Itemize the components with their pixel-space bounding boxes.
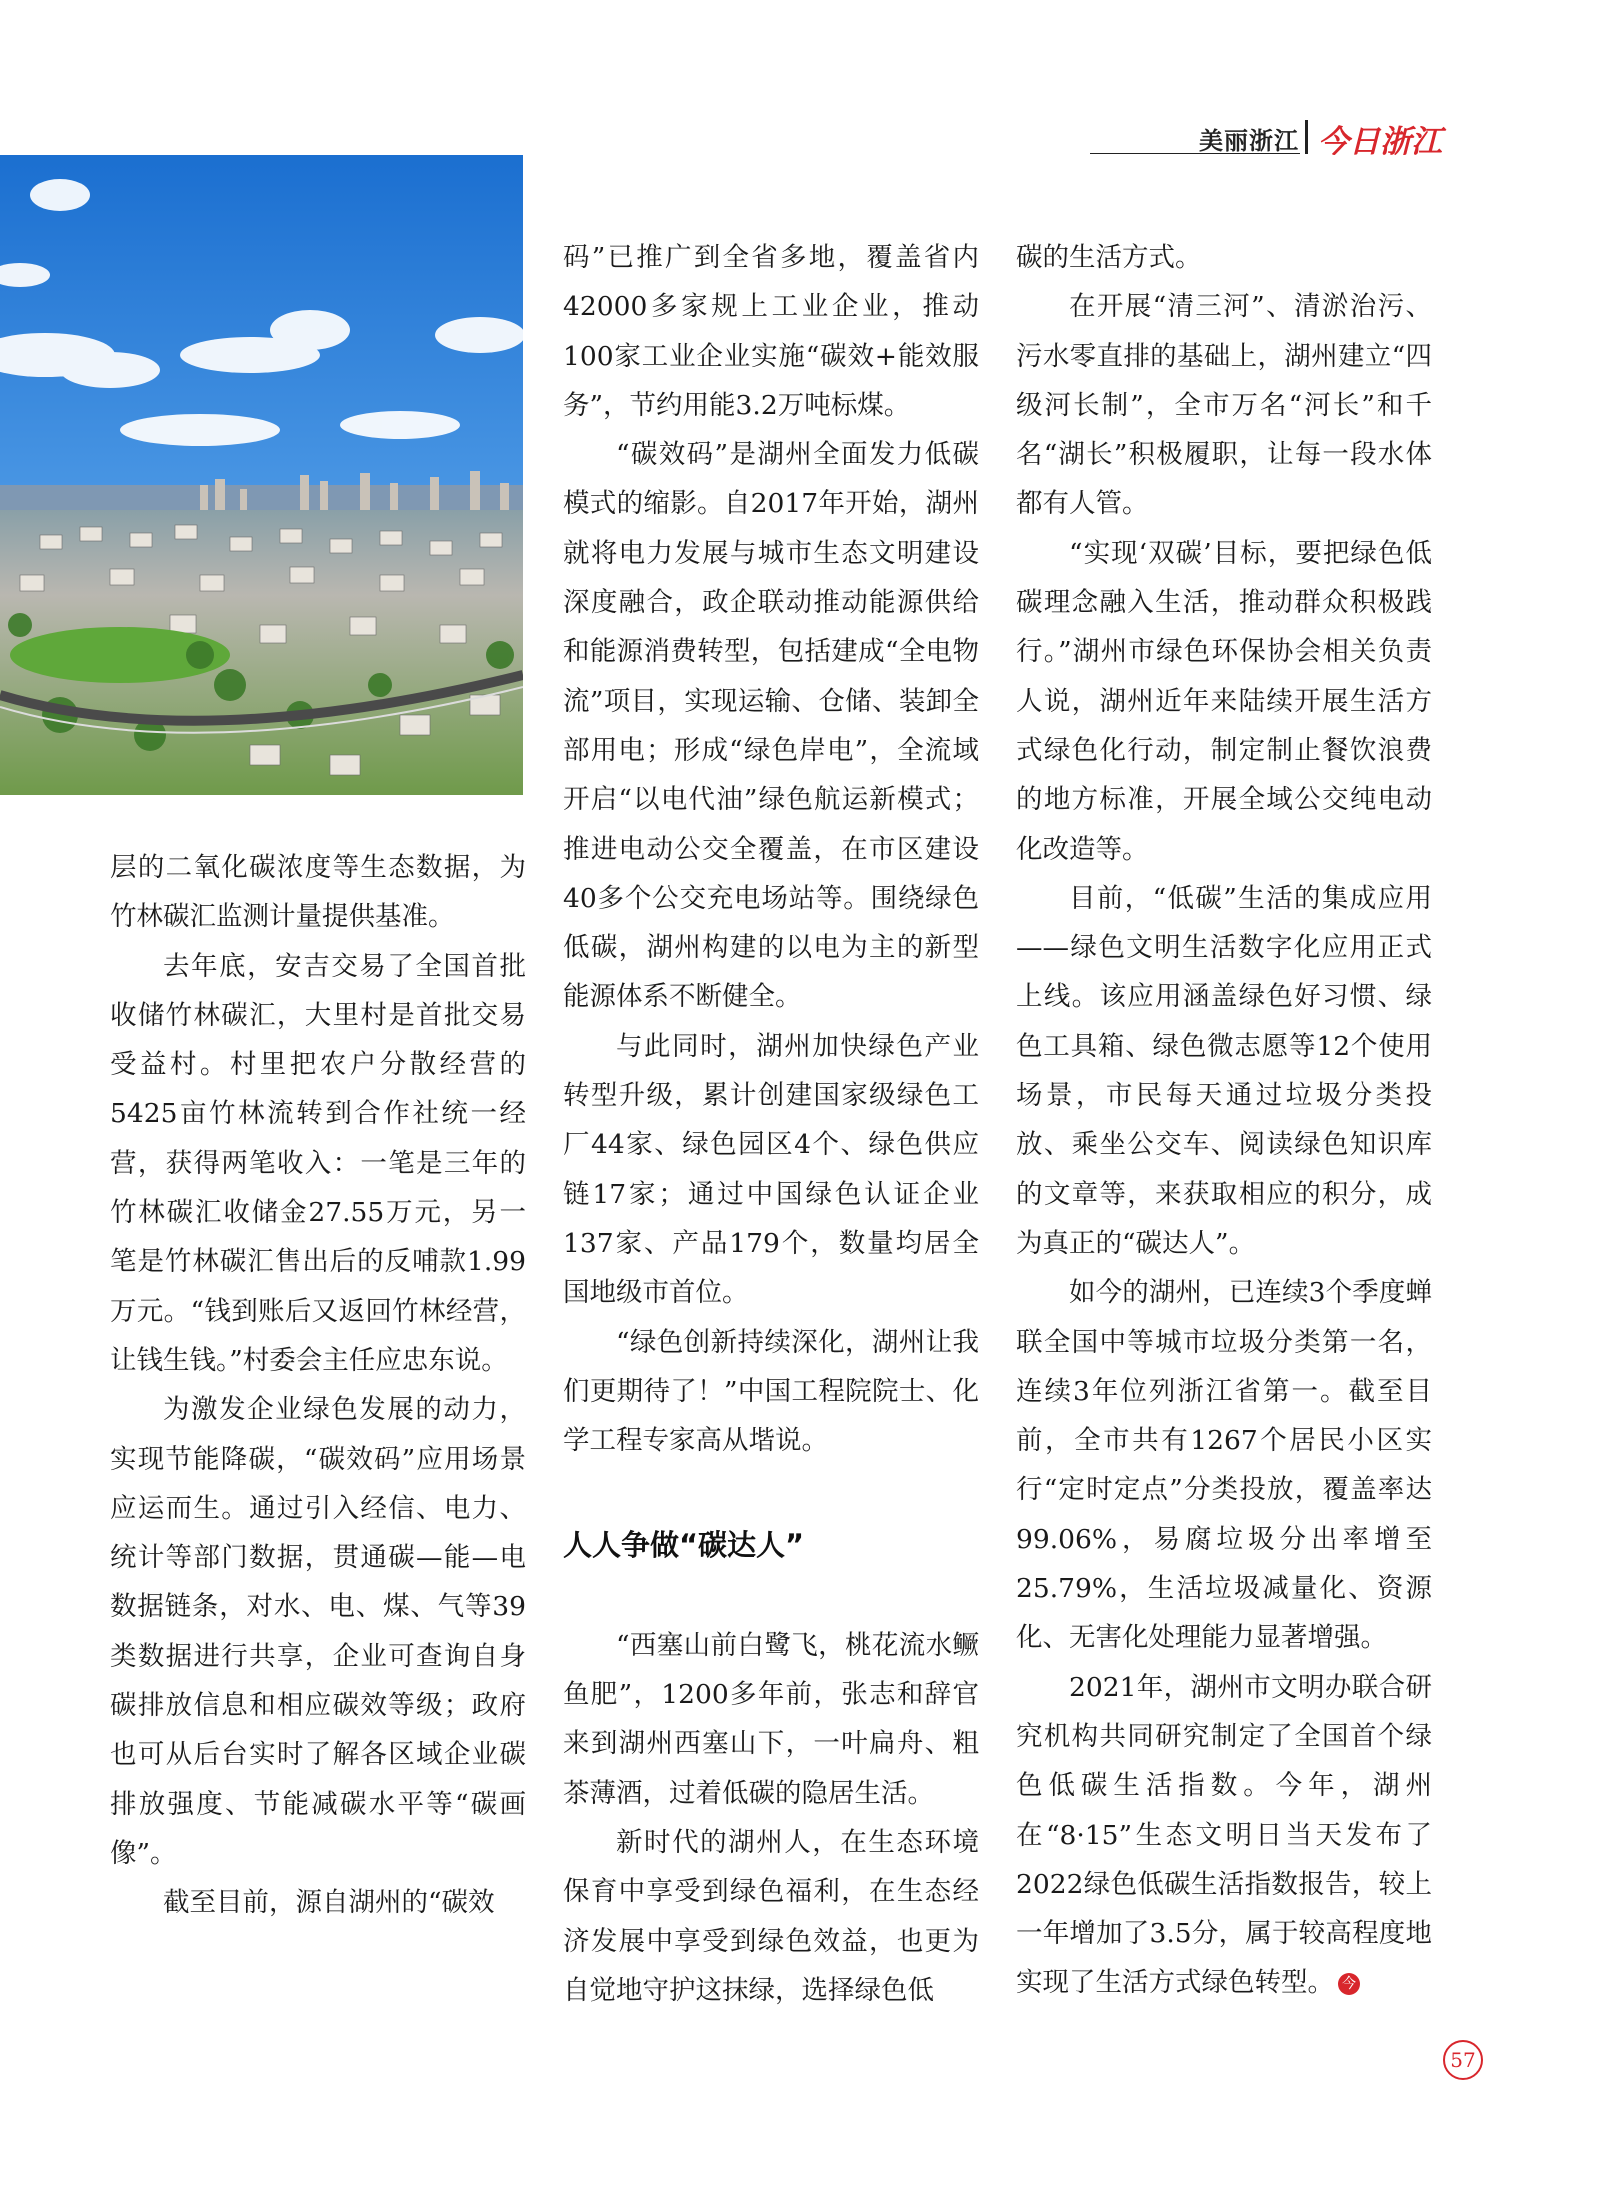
paragraph: “绿色创新持续深化，湖州让我们更期待了！”中国工程院院士、化学工程专家高从堦说。 <box>563 1326 979 1457</box>
paragraph: 与此同时，湖州加快绿色产业转型升级，累计创建国家级绿色工厂44家、绿色园区4个、绿色供应链17家；通过中国绿色认证企业137家、产品179个，数量均居全国地级市首位。 <box>563 1030 979 1309</box>
paragraph <box>1016 1663 1432 2008</box>
article-column-3 <box>1016 233 1432 2008</box>
paragraph: 层的二氧化碳浓度等生态数据，为竹林碳汇监测计量提供基准。 <box>110 852 526 933</box>
paragraph: “碳效码”是湖州全面发力低碳模式的缩影。自2017年开始，湖州就将电力发展与城市生态文明建设深度融合，政企联动推动能源供给和能源消费转型，包括建成“全电物流”项目，实现运输、仓储、装卸全部用电；形成“绿色岸电”，全流域开启“以电代油”绿色航运新模式；推进电动公交全覆盖，在市区建设40多个公交充电场站等。围绕绿色低碳，湖州构建的以电为主的新型能源体系不断健全。 <box>563 439 979 1013</box>
paragraph-text: 2021年，湖州市文明办联合研究机构共同研究制定了全国首个绿色低碳生活指数。今年，湖州在“8·15”生态文明日当天发布了2022绿色低碳生活指数报告，较上一年增加了3.5分，属于较高程度地实现了生活方式绿色转型。 <box>1016 1671 1432 1999</box>
paragraph: 新时代的湖州人，在生态环境保育中享受到绿色福利，在生态经济发展中享受到绿色效益，也更为自觉地守护这抹绿，选择绿色低 <box>563 1826 979 2006</box>
paragraph: 截至目前，源自湖州的“碳效 <box>163 1887 495 1919</box>
paragraph: 目前，“低碳”生活的集成应用——绿色文明生活数字化应用正式上线。该应用涵盖绿色好习惯、绿色工具箱、绿色微志愿等12个使用场景，市民每天通过垃圾分类投放、乘坐公交车、阅读绿色知识库的文章等，来获取相应的积分，成为真正的“碳达人”。 <box>1016 882 1432 1259</box>
header-divider <box>1305 120 1308 154</box>
paragraph: 码”已推广到全省多地，覆盖省内42000多家规上工业企业，推动100家工业企业实施“碳效+能效服务”，节约用能3.2万吨标煤。 <box>563 242 979 421</box>
paragraph: 为激发企业绿色发展的动力，实现节能降碳，“碳效码”应用场景应运而生。通过引入经信、电力、统计等部门数据，贯通碳—能—电数据链条，对水、电、煤、气等39类数据进行共享，企业可查询自身碳排放信息和相应碳效等级；政府也可从后台实时了解各区域企业碳排放强度、节能减碳水平等“碳画像”。 <box>110 1394 526 1869</box>
page-number: 57 <box>1443 2040 1483 2080</box>
article-end-mark-icon: 今 <box>1338 1973 1360 1995</box>
aerial-city-photo <box>0 155 523 795</box>
section-label: 美丽浙江 <box>1199 127 1299 155</box>
paragraph: 如今的湖州，已连续3个季度蝉联全国中等城市垃圾分类第一名，连续3年位列浙江省第一。截至目前，全市共有1267个居民小区实行“定时定点”分类投放，覆盖率达99.06%，易腐垃圾分出率增至25.79%，生活垃圾减量化、资源化、无害化处理能力显著增强。 <box>1016 1277 1432 1654</box>
article-column-1 <box>110 843 526 1928</box>
magazine-brand-logo: 今日浙江 <box>1318 124 1442 160</box>
paragraph: 去年底，安吉交易了全国首批收储竹林碳汇，大里村是首批交易受益村。村里把农户分散经营的5425亩竹林流转到合作社统一经营，获得两笔收入：一笔是三年的竹林碳汇收储金27.55万元，另一笔是竹林碳汇售出后的反哺款1.99万元。“钱到账后又返回竹林经营，让钱生钱。”村委会主任应忠东说。 <box>110 950 526 1376</box>
paragraph: 在开展“清三河”、清淤治污、污水零直排的基础上，湖州建立“四级河长制”，全市万名“河长”和千名“湖长”积极履职，让每一段水体都有人管。 <box>1016 291 1432 520</box>
paragraph: “实现‘双碳’目标，要把绿色低碳理念融入生活，推动群众积极践行。”湖州市绿色环保协会相关负责人说，湖州近年来陆续开展生活方式绿色化行动，制定制止餐饮浪费的地方标准，开展全域公交纯电动化改造等。 <box>1016 537 1432 865</box>
paragraph: 碳的生活方式。 <box>1016 242 1202 273</box>
article-column-2 <box>563 233 979 2015</box>
section-subheading: 人人争做“碳达人” <box>563 1528 805 1563</box>
paragraph: “西塞山前白鹭飞，桃花流水鳜鱼肥”，1200多年前，张志和辞官来到湖州西塞山下，一叶扁舟、粗茶薄酒，过着低碳的隐居生活。 <box>563 1629 979 1809</box>
